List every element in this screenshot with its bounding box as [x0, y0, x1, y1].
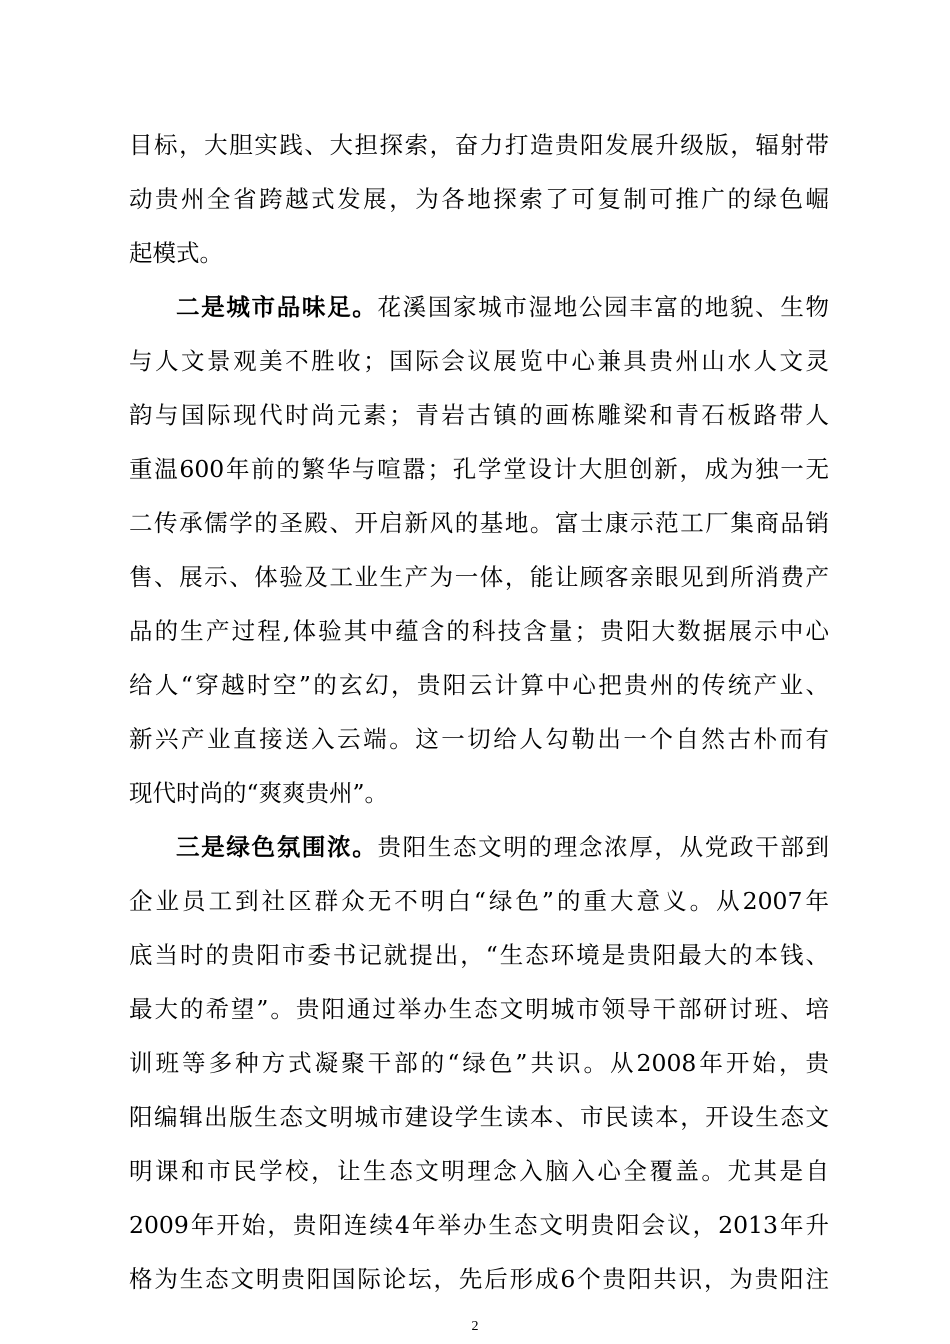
- body-text-line: 给人“穿越时空”的玄幻，贵阳云计算中心把贵州的传统产业、: [129, 671, 829, 699]
- body-text-line: 动贵州全省跨越式发展，为各地探索了可复制可推广的绿色崛: [129, 185, 829, 213]
- body-text-line: 重温600年前的繁华与喧嚣；孔学堂设计大胆创新，成为独一无: [129, 455, 829, 483]
- paragraph-heading: 二是城市品味足。: [176, 293, 378, 321]
- body-text-line: 最大的希望”。贵阳通过举办生态文明城市领导干部研讨班、培: [129, 995, 829, 1023]
- body-text-line: 现代时尚的“爽爽贵州”。: [129, 779, 389, 807]
- body-text-line: 训班等多种方式凝聚干部的“绿色”共识。从2008年开始，贵: [129, 1049, 829, 1077]
- body-text-line: 二传承儒学的圣殿、开启新风的基地。富士康示范工厂集商品销: [129, 509, 829, 537]
- body-text-line: 明课和市民学校，让生态文明理念入脑入心全覆盖。尤其是自: [129, 1157, 829, 1185]
- body-text-line: 韵与国际现代时尚元素；青岩古镇的画栋雕梁和青石板路带人: [129, 401, 829, 429]
- body-text-line: 与人文景观美不胜收；国际会议展览中心兼具贵州山水人文灵: [129, 347, 829, 375]
- body-text-line: 格为生态文明贵阳国际论坛，先后形成6个贵阳共识，为贵阳注: [129, 1265, 829, 1293]
- body-text-line: 新兴产业直接送入云端。这一切给人勾勒出一个自然古朴而有: [129, 725, 829, 753]
- paragraph-text: 贵阳生态文明的理念浓厚，从党政干部到: [377, 833, 830, 861]
- body-text-line: 企业员工到社区群众无不明白“绿色”的重大意义。从2007年: [129, 887, 829, 915]
- paragraph-text: 花溪国家城市湿地公园丰富的地貌、生物: [377, 293, 830, 321]
- paragraph-first-line: [176, 290, 829, 324]
- body-text-line: 底当时的贵阳市委书记就提出，“生态环境是贵阳最大的本钱、: [129, 941, 829, 969]
- body-text-line: 阳编辑出版生态文明城市建设学生读本、市民读本，开设生态文: [129, 1103, 829, 1131]
- paragraph-first-line: [176, 830, 829, 864]
- body-text-line: 品的生产过程,体验其中蕴含的科技含量；贵阳大数据展示中心: [129, 617, 829, 645]
- body-text-line: 目标，大胆实践、大担探索，奋力打造贵阳发展升级版，辐射带: [129, 131, 829, 159]
- body-text-line: 售、展示、体验及工业生产为一体，能让顾客亲眼见到所消费产: [129, 563, 829, 591]
- body-text-line: 2009年开始，贵阳连续4年举办生态文明贵阳会议，2013年升: [129, 1211, 829, 1239]
- paragraph-heading: 三是绿色氛围浓。: [176, 833, 378, 861]
- body-text-line: 起模式。: [129, 239, 223, 267]
- page-number: 2: [471, 1319, 479, 1334]
